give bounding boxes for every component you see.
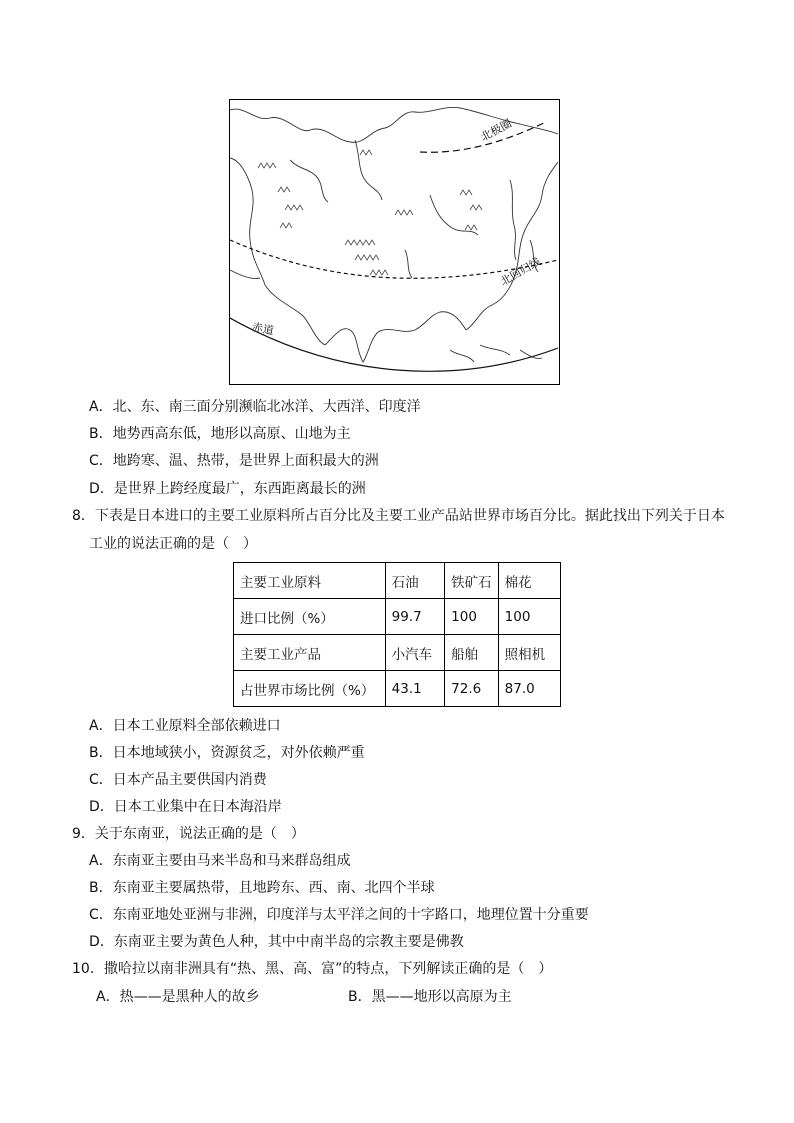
table-cell: 占世界市场比例（%） xyxy=(234,671,386,707)
table-cell: 主要工业产品 xyxy=(234,635,386,671)
q10-option-a[interactable]: A．热——是黑种人的故乡 xyxy=(96,989,260,1005)
table-cell: 铁矿石 xyxy=(445,563,499,599)
table-cell: 船舶 xyxy=(445,635,499,671)
q8-option-c[interactable]: C．日本产品主要供国内消费 xyxy=(89,772,267,788)
table-cell: 72.6 xyxy=(445,671,499,707)
equator-label: 赤道 xyxy=(250,320,275,338)
table-cell: 99.7 xyxy=(385,599,445,635)
table-row xyxy=(234,671,561,707)
q9-option-a[interactable]: A．东南亚主要由马来半岛和马来群岛组成 xyxy=(89,853,351,869)
q9-option-c[interactable]: C．东南亚地处亚洲与非洲，印度洋与太平洋之间的十字路口，地理位置十分重要 xyxy=(89,907,589,923)
q8-option-a[interactable]: A．日本工业原料全部依赖进口 xyxy=(89,718,281,734)
q8-option-d[interactable]: D．日本工业集中在日本海沿岸 xyxy=(89,799,282,815)
q10-stem: 10．撒哈拉以南非洲具有“热、黑、高、富”的特点，下列解读正确的是（ ） xyxy=(72,961,553,977)
q9-option-b[interactable]: B．东南亚主要属热带，且地跨东、西、南、北四个半球 xyxy=(89,880,435,896)
table-row xyxy=(234,635,561,671)
q8-option-b[interactable]: B．日本地域狭小，资源贫乏，对外依赖严重 xyxy=(89,745,365,761)
q7-option-c[interactable]: C．地跨寒、温、热带，是世界上面积最大的洲 xyxy=(89,453,379,469)
table-cell: 43.1 xyxy=(385,671,445,707)
arctic-circle-label: 北极圈 xyxy=(478,116,514,144)
q7-option-b[interactable]: B．地势西高东低，地形以高原、山地为主 xyxy=(89,426,351,442)
japan-industry-table xyxy=(233,562,561,707)
table-cell: 主要工业原料 xyxy=(234,563,386,599)
table-cell: 进口比例（%） xyxy=(234,599,386,635)
table-row xyxy=(234,563,561,599)
table-cell: 100 xyxy=(445,599,499,635)
tropic-of-cancer-label: 北回归线 xyxy=(498,255,543,289)
q7-option-d[interactable]: D．是世界上跨经度最广，东西距离最长的洲 xyxy=(89,481,366,497)
table-cell: 石油 xyxy=(385,563,445,599)
q7-option-a[interactable]: A．北、东、南三面分别濒临北冰洋、大西洋、印度洋 xyxy=(89,399,421,415)
table-cell: 小汽车 xyxy=(385,635,445,671)
q8-stem-line1: 8．下表是日本进口的主要工业原料所占百分比及主要工业产品站世界市场百分比。据此找出下列关于日本 xyxy=(72,508,725,524)
table-cell: 87.0 xyxy=(498,671,560,707)
q8-stem-line2: 工业的说法正确的是（ ） xyxy=(89,536,257,552)
table-cell: 棉花 xyxy=(498,563,560,599)
asia-map-drawing xyxy=(230,100,558,383)
q10-option-b[interactable]: B．黑——地形以高原为主 xyxy=(348,989,512,1005)
q9-option-d[interactable]: D．东南亚主要为黄色人种，其中中南半岛的宗教主要是佛教 xyxy=(89,934,464,950)
table-cell: 照相机 xyxy=(498,635,560,671)
table-cell: 100 xyxy=(498,599,560,635)
table-row xyxy=(234,599,561,635)
asia-map xyxy=(229,99,560,385)
q9-stem: 9．关于东南亚，说法正确的是（ ） xyxy=(72,826,305,842)
